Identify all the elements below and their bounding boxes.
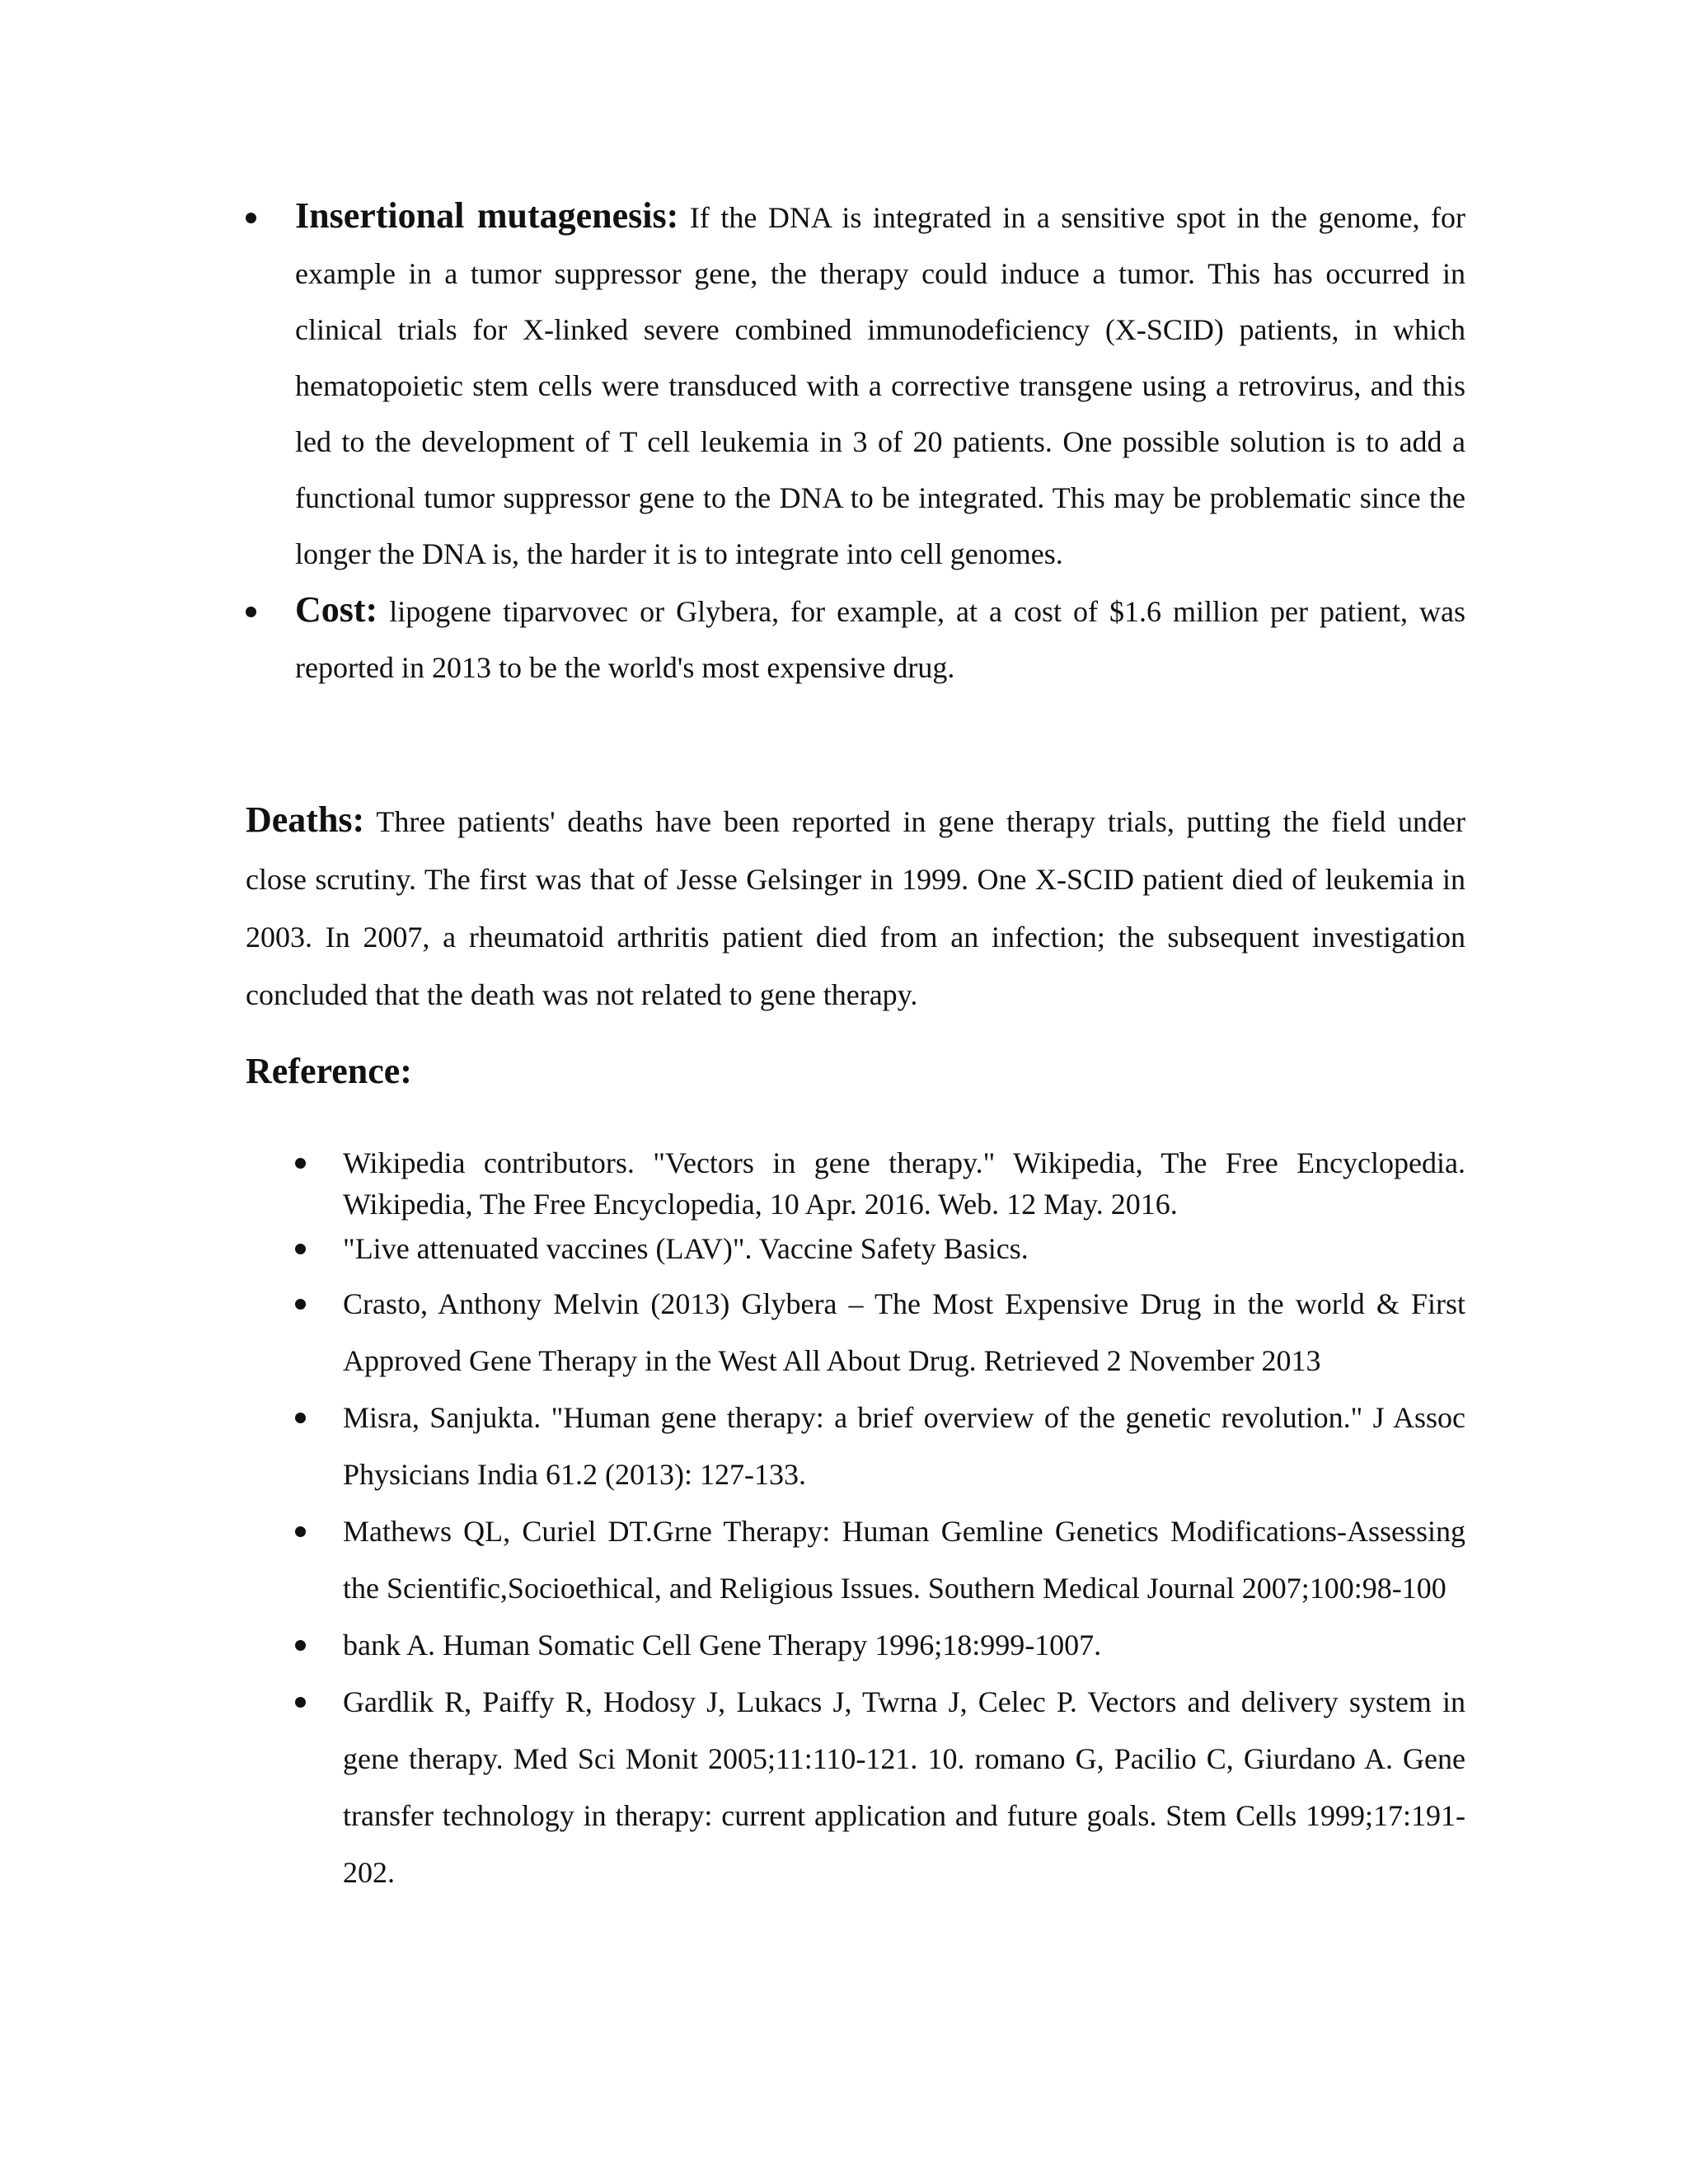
issue-lead: Insertional mutagenesis: (295, 195, 679, 236)
issue-insertional-mutagenesis (246, 188, 1465, 582)
bullet-icon (295, 1413, 306, 1423)
bullet-icon (295, 1697, 306, 1708)
reference-item (295, 1674, 1465, 1901)
reference-text: "Live attenuated vaccines (LAV)". Vaccine Safety Basics. (343, 1232, 1029, 1265)
deaths-lead: Deaths: (246, 799, 365, 840)
reference-item (295, 1503, 1465, 1617)
bullet-icon (295, 1640, 306, 1651)
reference-text: Misra, Sanjukta. "Human gene therapy: a brief overview of the genetic revolution." J Assoc Physicians India 61.2 (2013): 127-133. (343, 1401, 1465, 1491)
reference-item (295, 1276, 1465, 1390)
reference-item (295, 1390, 1465, 1503)
issue-cost (246, 582, 1465, 696)
reference-item (295, 1228, 1465, 1269)
reference-text: Mathews QL, Curiel DT.Grne Therapy: Human Gemline Genetics Modifications-Assessing the Scientific,Socioethical, and Religious Issues. Southern Medical Journal 2007;100:98-100 (343, 1515, 1465, 1605)
bullet-icon (295, 1158, 306, 1169)
deaths-text: Three patients' deaths have been reported in gene therapy trials, putting the field under close scrutiny. The first was that of Jesse Gelsinger in 1999. One X-SCID patient died of leukemia in 2003. In 2007, a rheumatoid arthritis patient died from an infection; the subsequent investigation concluded that the death was not related to gene therapy. (246, 805, 1465, 1011)
bullet-icon (246, 607, 256, 617)
bullet-icon (295, 1244, 306, 1254)
bullet-icon (295, 1299, 306, 1310)
issue-lead: Cost: (295, 589, 378, 630)
issues-list (246, 188, 1465, 696)
reference-heading: Reference: (246, 1051, 412, 1091)
bullet-icon (295, 1526, 306, 1537)
reference-text: Crasto, Anthony Melvin (2013) Glybera – The Most Expensive Drug in the world & First Approved Gene Therapy in the West All About Drug. Retrieved 2 November 2013 (343, 1287, 1465, 1377)
bullet-icon (246, 213, 256, 223)
reference-text: Gardlik R, Paiffy R, Hodosy J, Lukacs J, Twrna J, Celec P. Vectors and delivery system in gene therapy. Med Sci Monit 2005;11:110-121. 10. romano G, Pacilio C, Giurdano A. Gene transfer technology in therapy: current application and future goals. Stem Cells 1999;17:191-202. (343, 1685, 1465, 1889)
reference-text: bank A. Human Somatic Cell Gene Therapy 1996;18:999-1007. (343, 1629, 1102, 1661)
reference-item (295, 1142, 1465, 1225)
reference-list (295, 1142, 1465, 1901)
deaths-paragraph (246, 791, 1465, 1024)
issue-text: lipogene tiparvovec or Glybera, for example, at a cost of $1.6 million per patient, was reported in 2013 to be the world's most expensive drug. (295, 595, 1465, 684)
reference-item (295, 1617, 1465, 1674)
reference-text: Wikipedia contributors. "Vectors in gene therapy." Wikipedia, The Free Encyclopedia. Wikipedia, The Free Encyclopedia, 10 Apr. 2016. Web. 12 May. 2016. (343, 1146, 1465, 1221)
issue-text: If the DNA is integrated in a sensitive spot in the genome, for example in a tumor suppressor gene, the therapy could induce a tumor. This has occurred in clinical trials for X-linked severe combined immunodeficiency (X-SCID) patients, in which hematopoietic stem cells were transduced with a corrective transgene using a retrovirus, and this led to the development of T cell leukemia in 3 of 20 patients. One possible solution is to add a functional tumor suppressor gene to the DNA to be integrated. This may be problematic since the longer the DNA is, the harder it is to integrate into cell genomes. (295, 201, 1465, 570)
